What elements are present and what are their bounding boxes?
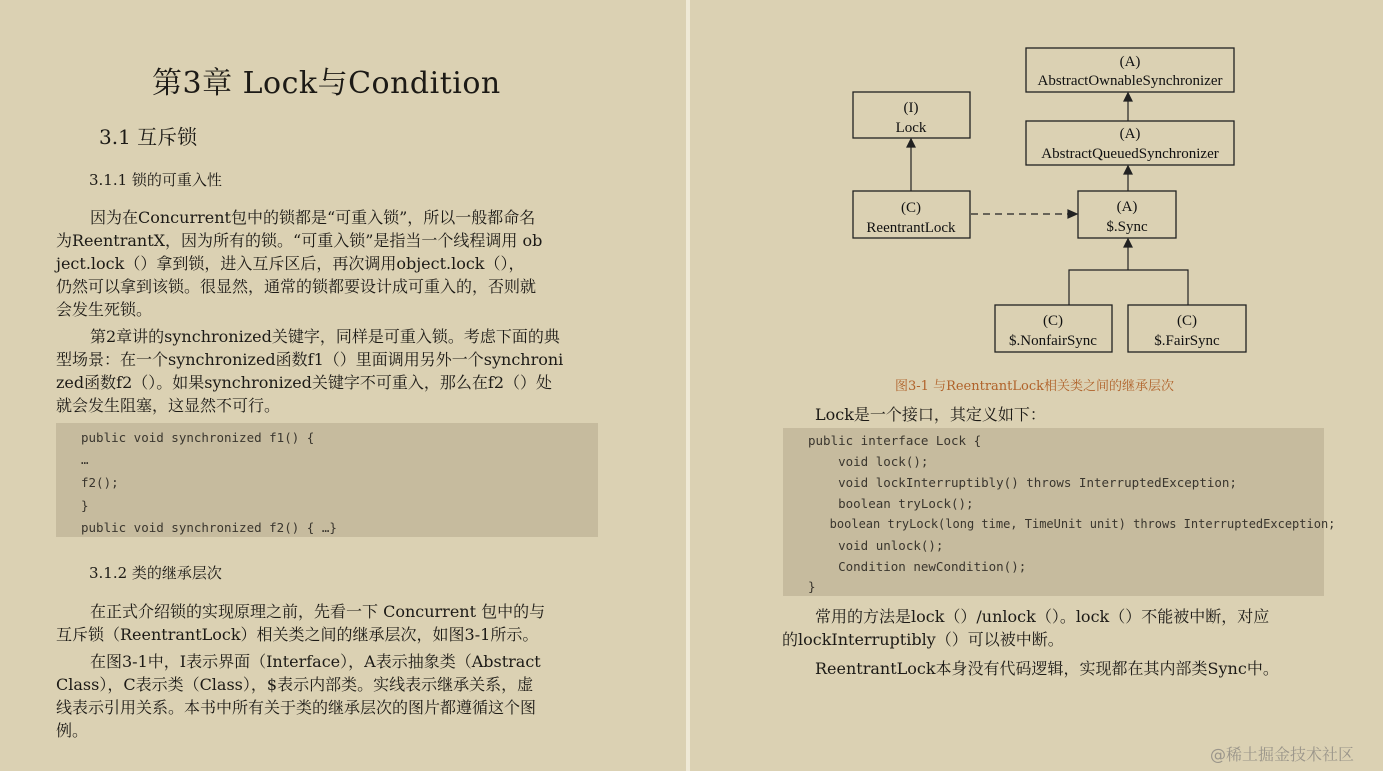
code-line: … [81,452,89,467]
paragraph-common-methods [782,605,1269,651]
text-line: 的lockInterruptibly（）可以被中断。 [782,630,1064,649]
figure-caption: 图3-1 与ReentrantLock相关类之间的继承层次 [895,379,1175,394]
text-line: ject.lock（）拿到锁，进入互斥区后，再次调用object.lock（）， [56,254,525,273]
code-line: void unlock(); [808,538,944,553]
text-line: 常用的方法是lock（）/unlock（）。lock（）不能被中断，对应 [815,607,1270,626]
code-line: f2(); [81,475,119,490]
code-line: } [81,498,89,513]
code-line: boolean tryLock(long time, TimeUnit unit) throws InterruptedException; [808,517,1336,531]
paragraph-reentrantlock-sync: ReentrantLock本身没有代码逻辑，实现都在其内部类Sync中。 [815,659,1279,678]
box-label: (A) [1119,126,1141,142]
code-line: public void synchronized f2() { …} [81,520,337,535]
text-line: 因为在Concurrent包中的锁都是“可重入锁”，所以一般都命名 [90,208,536,227]
code-line: public void synchronized f1() { [81,430,315,445]
code-line: void lockInterruptibly() throws InterruptedException; [808,475,1237,490]
text-line: 第2章讲的synchronized关键字，同样是可重入锁。考虑下面的典 [90,327,560,346]
box-label: $.Sync [1106,219,1148,235]
box-label: (I) [903,100,919,116]
code-line: public interface Lock { [808,433,982,448]
box-label: AbstractOwnableSynchronizer [1037,73,1223,89]
box-label: Lock [895,120,927,136]
text-line: 例。 [56,721,89,740]
text-line: zed函数f2（）。如果synchronized关键字不可重入，那么在f2（）处 [56,373,553,392]
subsection-title-hierarchy: 3.1.2 类的继承层次 [89,564,222,582]
text-line: 型场景：在一个synchronized函数f1（）里面调用另外一个synchroni [56,350,564,369]
code-line: Condition newCondition(); [808,559,1027,574]
text-line: 就会发生阻塞，这显然不可行。 [56,396,281,415]
text-line: Class），C表示类（Class），$表示内部类。实线表示继承关系，虚 [56,675,534,694]
text-line: 会发生死锁。 [56,300,153,319]
code-line: void lock(); [808,454,929,469]
code-line: } [808,579,816,594]
section-title: 3.1 互斥锁 [99,125,198,149]
box-label: (A) [1119,54,1141,70]
text-line: 在正式介绍锁的实现原理之前，先看一下 Concurrent 包中的与 [90,602,546,621]
inheritance-line [1069,270,1188,305]
subsection-title-reentrancy: 3.1.1 锁的可重入性 [89,171,222,189]
box-label: $.FairSync [1154,333,1220,349]
box-label: (A) [1116,199,1138,215]
text-line: 在图3-1中，I表示界面（Interface），A表示抽象类（Abstract [90,652,541,671]
text-line: 为ReentrantX，因为所有的锁。“可重入锁”是指当一个线程调用 ob [56,231,543,250]
text-line: 互斥锁（ReentrantLock）相关类之间的继承层次，如图3-1所示。 [56,625,539,644]
text-line: 仍然可以拿到该锁。很显然，通常的锁都要设计成可重入的，否则就 [56,277,537,296]
chapter-title: 第3章 Lock与Condition [152,66,501,101]
arrow-head [1124,166,1132,174]
box-label: (C) [1043,313,1063,329]
arrow-head [1124,239,1132,247]
box-label: (C) [1177,313,1197,329]
box-label: $.NonfairSync [1009,333,1097,349]
arrow-head [907,139,915,147]
watermark: @稀土掘金技术社区 [1210,745,1355,764]
text-line: 线表示引用关系。本书中所有关于类的继承层次的图片都遵循这个图 [56,698,537,717]
code-line: boolean tryLock(); [808,496,974,511]
arrow-head [1124,93,1132,101]
box-label: AbstractQueuedSynchronizer [1041,146,1219,162]
box-label: (C) [901,200,921,216]
arrow-head [1068,210,1077,218]
interface-intro: Lock是一个接口，其定义如下： [815,405,1046,424]
box-label: ReentrantLock [866,220,956,236]
